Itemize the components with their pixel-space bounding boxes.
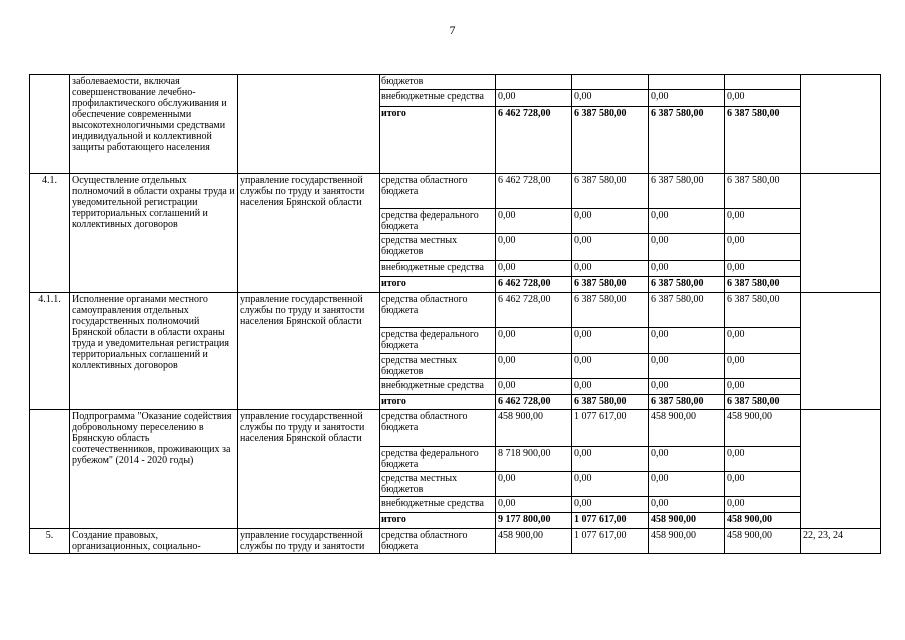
amount-cell: 6 387 580,00 — [725, 293, 801, 328]
amount-cell: 0,00 — [725, 447, 801, 472]
amount-cell: 0,00 — [725, 497, 801, 513]
amount-cell: 9 177 800,00 — [496, 513, 572, 529]
amount-cell: 1 077 617,00 — [572, 410, 649, 447]
amount-cell: 0,00 — [572, 472, 649, 497]
amount-cell: 6 387 580,00 — [725, 395, 801, 410]
funding-source: средства федерального бюджета — [380, 447, 496, 472]
amount-cell — [496, 75, 572, 90]
funding-source: средства местных бюджетов — [380, 354, 496, 379]
funding-source: средства федерального бюджета — [380, 209, 496, 234]
amount-cell: 6 387 580,00 — [572, 395, 649, 410]
amount-cell: 458 900,00 — [725, 410, 801, 447]
table-row — [30, 75, 881, 90]
amount-cell: 0,00 — [496, 261, 572, 277]
indicator-reference: 22, 23, 24 — [801, 529, 881, 554]
amount-cell: 6 462 728,00 — [496, 277, 572, 293]
table-row — [30, 174, 881, 209]
amount-cell: 0,00 — [572, 447, 649, 472]
item-executor: управление государственной службы по труду и занятости населения Брянской области — [238, 410, 380, 529]
funding-source: бюджетов — [380, 75, 496, 90]
amount-cell — [725, 75, 801, 90]
item-name: Создание правовых, организационных, социально- — [70, 529, 238, 554]
funding-source: средства областного бюджета — [380, 174, 496, 209]
amount-cell: 0,00 — [496, 234, 572, 261]
funding-source: внебюджетные средства — [380, 90, 496, 107]
amount-cell: 0,00 — [649, 497, 725, 513]
item-name: заболеваемости, включая совершенствование лечебно-профилактического обслуживания и обеспечение современными высокотехнологичными средствами индивидуальной и коллективной защиты работающего населения — [70, 75, 238, 174]
amount-cell: 0,00 — [725, 472, 801, 497]
item-number — [30, 75, 70, 174]
funding-source: итого — [380, 395, 496, 410]
amount-cell: 0,00 — [572, 497, 649, 513]
indicator-reference — [801, 410, 881, 529]
amount-cell: 0,00 — [572, 209, 649, 234]
funding-source: внебюджетные средства — [380, 379, 496, 395]
funding-source: итого — [380, 107, 496, 174]
amount-cell: 458 900,00 — [649, 513, 725, 529]
funding-source: средства местных бюджетов — [380, 472, 496, 497]
item-name: Подпрограмма "Оказание содействия добровольному переселению в Брянскую область соотечественников, проживающих за рубежом" (2014 - 2020 годы) — [70, 410, 238, 529]
amount-cell: 6 387 580,00 — [572, 174, 649, 209]
amount-cell: 458 900,00 — [725, 513, 801, 529]
program-funding-table — [29, 74, 881, 554]
amount-cell: 6 387 580,00 — [649, 277, 725, 293]
amount-cell: 6 387 580,00 — [649, 174, 725, 209]
funding-source: итого — [380, 277, 496, 293]
amount-cell: 6 387 580,00 — [572, 107, 649, 174]
amount-cell: 458 900,00 — [649, 529, 725, 554]
amount-cell: 0,00 — [725, 354, 801, 379]
amount-cell: 6 462 728,00 — [496, 107, 572, 174]
amount-cell: 0,00 — [572, 261, 649, 277]
amount-cell: 458 900,00 — [649, 410, 725, 447]
amount-cell: 6 387 580,00 — [649, 107, 725, 174]
funding-source: средства областного бюджета — [380, 410, 496, 447]
amount-cell: 0,00 — [496, 354, 572, 379]
amount-cell: 0,00 — [649, 379, 725, 395]
amount-cell: 0,00 — [649, 472, 725, 497]
amount-cell: 0,00 — [496, 90, 572, 107]
amount-cell: 0,00 — [496, 379, 572, 395]
indicator-reference — [801, 293, 881, 410]
item-number — [30, 410, 70, 529]
amount-cell: 0,00 — [572, 354, 649, 379]
item-executor: управление государственной службы по труду и занятости — [238, 529, 380, 554]
amount-cell: 458 900,00 — [496, 410, 572, 447]
amount-cell: 6 387 580,00 — [725, 174, 801, 209]
funding-source: средства областного бюджета — [380, 529, 496, 554]
amount-cell — [572, 75, 649, 90]
item-name: Исполнение органами местного самоуправления отдельных государственных полномочий Брянской области в области охраны труда и уведомительная регистрация территориальных соглашений и коллективных договоров — [70, 293, 238, 410]
funding-source: внебюджетные средства — [380, 497, 496, 513]
amount-cell: 6 387 580,00 — [725, 107, 801, 174]
amount-cell: 6 462 728,00 — [496, 395, 572, 410]
table-row — [30, 293, 881, 328]
amount-cell: 0,00 — [725, 261, 801, 277]
amount-cell: 0,00 — [649, 209, 725, 234]
amount-cell: 6 387 580,00 — [572, 293, 649, 328]
amount-cell: 0,00 — [725, 90, 801, 107]
amount-cell: 0,00 — [572, 328, 649, 354]
amount-cell: 8 718 900,00 — [496, 447, 572, 472]
amount-cell: 0,00 — [496, 328, 572, 354]
item-name: Осуществление отдельных полномочий в области охраны труда и уведомительной регистрации территориальных соглашений и коллективных договоров — [70, 174, 238, 293]
funding-source: внебюджетные средства — [380, 261, 496, 277]
amount-cell: 0,00 — [649, 261, 725, 277]
funding-source: итого — [380, 513, 496, 529]
table-row — [30, 529, 881, 554]
amount-cell: 0,00 — [572, 379, 649, 395]
item-executor — [238, 75, 380, 174]
amount-cell: 6 387 580,00 — [649, 395, 725, 410]
page-number: 7 — [449, 23, 456, 37]
amount-cell: 0,00 — [649, 447, 725, 472]
amount-cell: 0,00 — [649, 328, 725, 354]
amount-cell: 0,00 — [725, 234, 801, 261]
amount-cell: 0,00 — [496, 497, 572, 513]
amount-cell: 6 462 728,00 — [496, 293, 572, 328]
funding-source: средства областного бюджета — [380, 293, 496, 328]
amount-cell — [649, 75, 725, 90]
indicator-reference — [801, 75, 881, 174]
funding-source: средства местных бюджетов — [380, 234, 496, 261]
amount-cell: 0,00 — [649, 354, 725, 379]
amount-cell: 0,00 — [725, 328, 801, 354]
amount-cell: 0,00 — [649, 90, 725, 107]
amount-cell: 6 462 728,00 — [496, 174, 572, 209]
amount-cell: 6 387 580,00 — [725, 277, 801, 293]
amount-cell: 0,00 — [649, 234, 725, 261]
item-number: 5. — [30, 529, 70, 554]
amount-cell: 1 077 617,00 — [572, 529, 649, 554]
item-executor: управление государственной службы по труду и занятости населения Брянской области — [238, 174, 380, 293]
amount-cell: 458 900,00 — [725, 529, 801, 554]
table-row — [30, 410, 881, 447]
amount-cell: 0,00 — [725, 379, 801, 395]
item-number: 4.1. — [30, 174, 70, 293]
amount-cell: 0,00 — [496, 472, 572, 497]
item-number: 4.1.1. — [30, 293, 70, 410]
amount-cell: 6 387 580,00 — [649, 293, 725, 328]
amount-cell: 0,00 — [725, 209, 801, 234]
amount-cell: 458 900,00 — [496, 529, 572, 554]
amount-cell: 0,00 — [572, 90, 649, 107]
indicator-reference — [801, 174, 881, 293]
amount-cell: 1 077 617,00 — [572, 513, 649, 529]
amount-cell: 0,00 — [496, 209, 572, 234]
funding-source: средства федерального бюджета — [380, 328, 496, 354]
amount-cell: 6 387 580,00 — [572, 277, 649, 293]
amount-cell: 0,00 — [572, 234, 649, 261]
item-executor: управление государственной службы по труду и занятости населения Брянской области — [238, 293, 380, 410]
